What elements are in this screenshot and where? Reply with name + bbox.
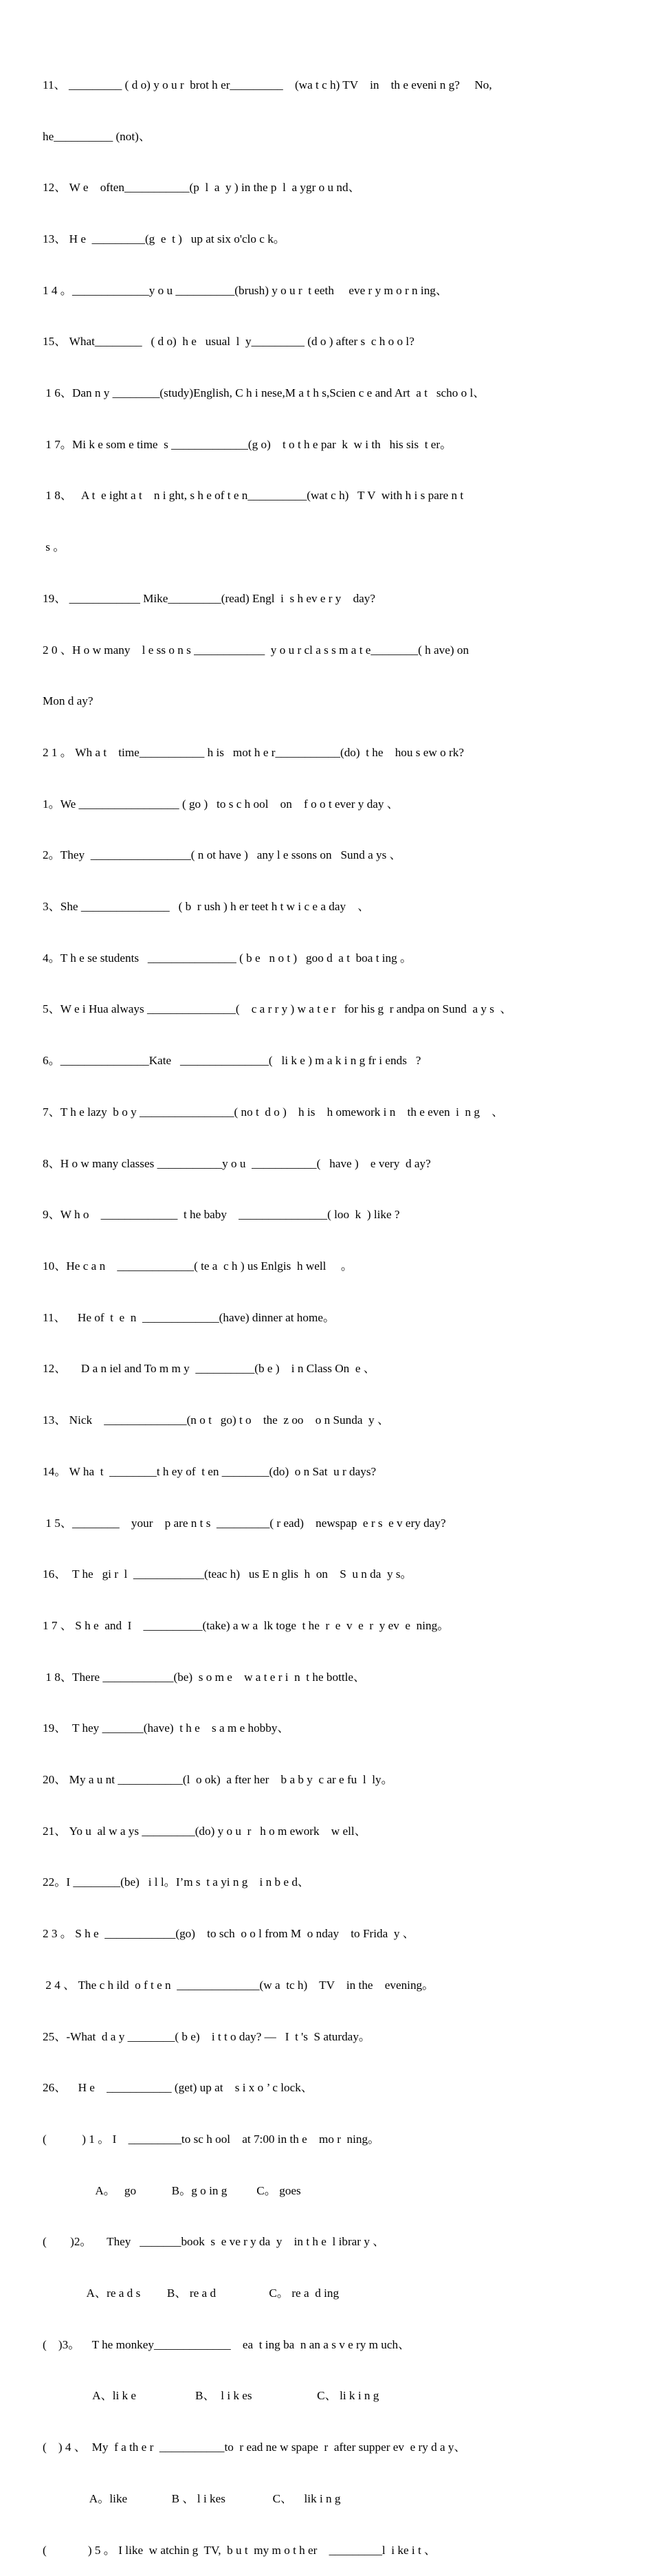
exercise-line: 1 4 。_____________y o u __________(brush) y o u r t eeth eve r y m o r n ing、 <box>43 283 448 297</box>
mc-question-line: ( ) 1 。 I _________to sc h ool at 7:00 in th e mo r ning。 <box>43 2132 380 2146</box>
exercise-line: Mon d ay? <box>43 694 93 708</box>
exercise-line: 19、 ____________ Mike_________(read) Engl i s h ev e r y day? <box>43 591 376 605</box>
exercise-line: 1 7 、 S h e and I __________(take) a w a lk toge t he r e v e r y ev e ning。 <box>43 1618 450 1632</box>
exercise-line: 1 8、There ____________(be) s o m e w a t e r i n t he bottle、 <box>43 1670 366 1684</box>
exercise-line: 3、She _______________ ( b r ush ) h er teet h t w i c e a day 、 <box>43 900 370 914</box>
exercise-line: 10、He c a n _____________( te a c h ) us Enlgis h well 。 <box>43 1259 353 1273</box>
mc-options-line: A。like B 、 l i kes C、 lik i n g <box>43 2491 341 2505</box>
exercise-line: 14。 W ha t ________t h ey of t en ________(do) o n Sat u r days? <box>43 1464 377 1478</box>
exercise-line: s 。 <box>43 540 65 554</box>
exercise-line: 2 3 。 S h e ____________(go) to sch o o l from M o nday to Frida y 、 <box>43 1927 414 1941</box>
exercise-line: 1 6、Dan n y ________(study)English, C h i nese,M a t h s,Scien c e and Art a t scho o l、 <box>43 386 485 400</box>
exercise-line: 1。We _________________ ( go ) to s c h ool on f o o t ever y day 、 <box>43 797 399 811</box>
exercise-line: 12、 D a n iel and To m m y __________(b e ) i n Class On e 、 <box>43 1362 375 1376</box>
exercise-line: 4。T h e se students _______________ ( b e n o t ) goo d a t boa t ing 。 <box>43 951 412 965</box>
mc-question-line: ( )2。 They _______book s e ve r y da y in t h e l ibrar y 、 <box>43 2235 385 2249</box>
exercise-line: 5、W e i Hua always _______________( c a r r y ) w a t e r for his g r andpa on Sund a y s 、 <box>43 1002 512 1016</box>
exercise-line: 13、 Nick ______________(n o t go) t o the z oo o n Sunda y 、 <box>43 1413 390 1427</box>
exercise-line: 7、T h e lazy b o y ________________( no t d o ) h is h omework i n th e even i n g 、 <box>43 1105 504 1119</box>
mc-question-line: ( ) 4 、 My f a th e r ___________to r ead ne w spape r after supper ev e ry d a y、 <box>43 2441 466 2454</box>
exercise-line: 2 1 。 Wh a t time___________ h is mot h e r___________(do) t he hou s ew o rk? <box>43 745 464 759</box>
exercise-line: 15、 What________ ( d o) h e usual l y_________ (d o ) after s c h o o l? <box>43 335 414 349</box>
mc-question-line: ( )3。 T he monkey_____________ ea t ing ba n an a s v e ry m uch、 <box>43 2337 410 2351</box>
exercise-line: 1 5、________ your p are n t s _________( r ead) newspap e r s e v ery day? <box>43 1516 446 1530</box>
mc-question-line: ( ) 5 。 I like w atchin g TV, b u t my m o t h er _________l i ke i t 、 <box>43 2543 436 2557</box>
exercise-line: 21、 Yo u al w a ys _________(do) y o u r h o m ework w ell、 <box>43 1824 366 1838</box>
exercise-line: 22。I ________(be) i l l。I’m s t a yi n g i n b e d、 <box>43 1875 310 1889</box>
exercise-line: 2 0 、H o w many l e ss o n s ____________ y o u r cl a s s m a t e________( h ave) on <box>43 643 469 657</box>
exercise-line: 2 4 、 The c h ild o f t e n ______________(w a tc h) TV in the evening。 <box>43 1978 434 1992</box>
exercise-line: 9、W h o _____________ t he baby _______________( loo k ) like ? <box>43 1208 400 1222</box>
exercise-line: 13、 H e _________(g e t ) up at six o'clo c k。 <box>43 232 285 245</box>
exercise-line: 20、 My a u nt ___________(l o ok) a fter her b a b y c ar e fu l ly。 <box>43 1773 393 1787</box>
mc-options-line: A。 go B。g o in g C。 goes <box>43 2183 301 2197</box>
exercise-line: 11、 _________ ( d o) y o u r brot h er_________ (wa t c h) TV in th e eveni n g? No, <box>43 78 492 91</box>
exercise-line: 6。_______________Kate _______________( li k e ) m a k i n g fr i ends ? <box>43 1054 421 1068</box>
exercise-line: 25、-What d a y ________( b e) i t t o day? ― I t 's S aturday。 <box>43 2029 371 2043</box>
exercise-line: 2。They _________________( n ot have ) any l e ssons on Sund a ys 、 <box>43 848 401 862</box>
exercise-line: 11、 He of t e n _____________(have) dinner at home。 <box>43 1310 335 1324</box>
mc-options-line: A、re a d s B、 re a d C。 re a d ing <box>43 2287 340 2300</box>
exercise-line: he__________ (not)、 <box>43 129 151 143</box>
exercise-line: 1 7。Mi k e som e time s _____________(g o) t o t h e par k w i th his sis t er。 <box>43 437 452 451</box>
exercise-line: 12、 W e often___________(p l a y ) in the p l a ygr o u nd、 <box>43 181 360 195</box>
exercise-line: 19、 T hey _______(have) t h e s a m e hobby、 <box>43 1721 289 1735</box>
exercise-line: 16、 T he gi r l ____________(teac h) us E n glis h on S u n da y s。 <box>43 1567 412 1581</box>
exercise-sheet <box>43 43 617 2576</box>
exercise-line: 8、H o w many classes ___________y o u ___________( have ) e very d ay? <box>43 1156 431 1170</box>
mc-options-line: A、li k e B、 l i k es C、 li k i n g <box>43 2389 379 2403</box>
exercise-line: 26、 H e ___________ (get) up at s i x o ’ c lock、 <box>43 2081 313 2095</box>
exercise-line: 1 8、 A t e ight a t n i ght, s h e of t e n__________(wat c h) T V with h i s pare n t <box>43 489 464 503</box>
